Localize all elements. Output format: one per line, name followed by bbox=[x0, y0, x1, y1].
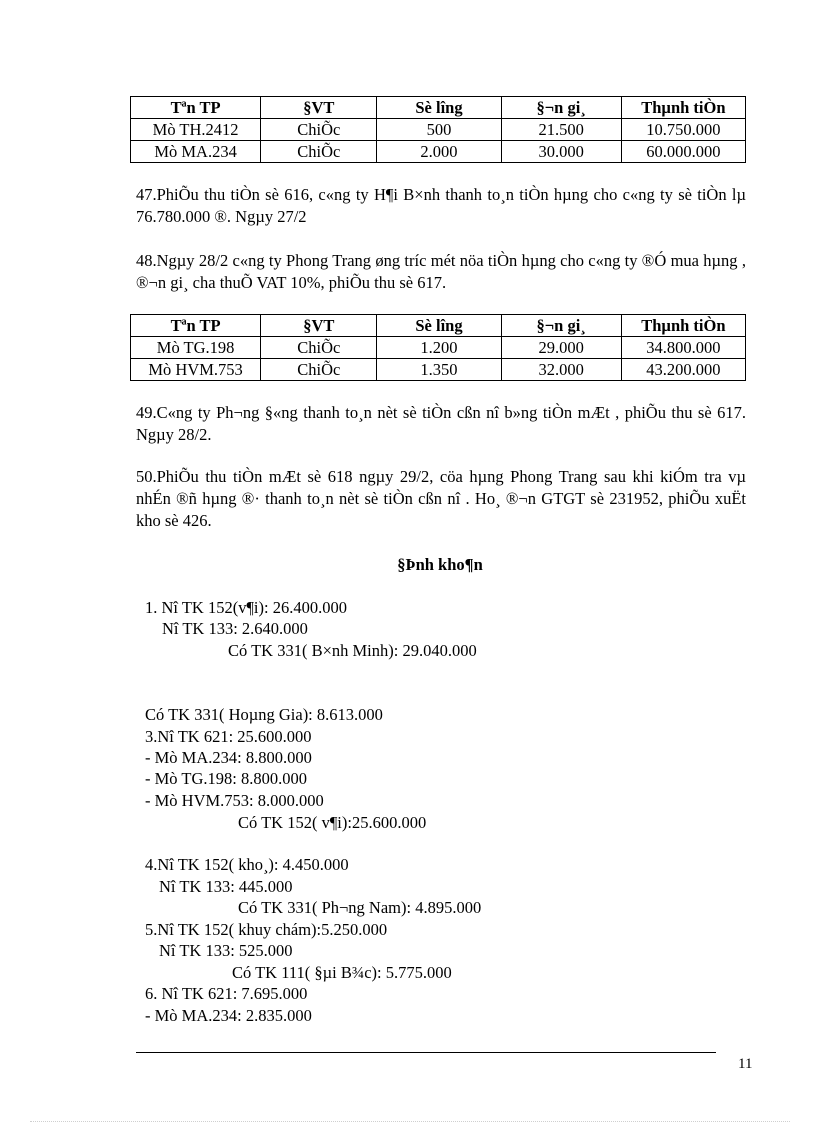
entry-line: Có TK 331( Ph¬ng Nam): 4.895.000 bbox=[238, 898, 482, 917]
cell-amount: 34.800.000 bbox=[621, 337, 745, 359]
table-row bbox=[131, 141, 746, 163]
entry-line: - Mò HVM.753: 8.000.000 bbox=[145, 791, 324, 810]
col-header-unit: §VT bbox=[261, 315, 377, 337]
table-row bbox=[131, 337, 746, 359]
entry-line: Có TK 111( §µi B¾c): 5.775.000 bbox=[232, 963, 452, 982]
entry-line: - Mò MA.234: 8.800.000 bbox=[145, 748, 312, 767]
page-number: 11 bbox=[738, 1056, 753, 1072]
product-table-2 bbox=[130, 314, 746, 381]
paragraph-48: 48.Ngµy 28/2 c«ng ty Phong Trang øng tríc mét nöa tiÒn hµng cho c«ng ty ®Ó mua hµng , ®¬n gi¸ cha thuÕ VAT 10%, phiÕu thu sè 617. bbox=[136, 251, 746, 292]
table-header-row bbox=[131, 97, 746, 119]
col-header-quantity: Sè lîng bbox=[377, 97, 501, 119]
table-row bbox=[131, 119, 746, 141]
table-header-row bbox=[131, 315, 746, 337]
cell-quantity: 1.200 bbox=[377, 337, 501, 359]
paragraph-47: 47.PhiÕu thu tiÒn sè 616, c«ng ty H¶i B×nh thanh to¸n tiÒn hµng cho c«ng ty sè tiÒn lµ 76.780.000 ®. Ngµy 27/2 bbox=[136, 185, 746, 226]
cell-price: 30.000 bbox=[501, 141, 621, 163]
col-header-quantity: Sè lîng bbox=[377, 315, 501, 337]
cell-price: 21.500 bbox=[501, 119, 621, 141]
col-header-name: Tªn TP bbox=[131, 97, 261, 119]
col-header-amount: Thµnh tiÒn bbox=[621, 97, 745, 119]
entry-line: - Mò MA.234: 2.835.000 bbox=[145, 1006, 312, 1025]
cell-unit: ChiÕc bbox=[261, 359, 377, 381]
entry-line: Nî TK 133: 445.000 bbox=[159, 877, 293, 896]
cell-name: Mò HVM.753 bbox=[131, 359, 261, 381]
entry-line: 4.Nî TK 152( kho¸): 4.450.000 bbox=[145, 855, 349, 874]
footer-rule bbox=[136, 1052, 716, 1053]
cell-amount: 10.750.000 bbox=[621, 119, 745, 141]
cell-price: 29.000 bbox=[501, 337, 621, 359]
col-header-name: Tªn TP bbox=[131, 315, 261, 337]
cell-price: 32.000 bbox=[501, 359, 621, 381]
col-header-price: §¬n gi¸ bbox=[501, 315, 621, 337]
cell-quantity: 1.350 bbox=[377, 359, 501, 381]
entry-line: Nî TK 133: 2.640.000 bbox=[162, 619, 308, 638]
col-header-amount: Thµnh tiÒn bbox=[621, 315, 745, 337]
cell-quantity: 500 bbox=[377, 119, 501, 141]
cell-unit: ChiÕc bbox=[261, 141, 377, 163]
entry-line: - Mò TG.198: 8.800.000 bbox=[145, 769, 307, 788]
cell-unit: ChiÕc bbox=[261, 337, 377, 359]
cell-amount: 43.200.000 bbox=[621, 359, 745, 381]
entry-line: Nî TK 133: 525.000 bbox=[159, 941, 293, 960]
entry-line: 3.Nî TK 621: 25.600.000 bbox=[145, 727, 312, 746]
cell-quantity: 2.000 bbox=[377, 141, 501, 163]
entry-line: 5.Nî TK 152( khuy chám):5.250.000 bbox=[145, 920, 388, 939]
cell-name: Mò TH.2412 bbox=[131, 119, 261, 141]
entry-line: 1. Nî TK 152(v¶i): 26.400.000 bbox=[145, 598, 347, 617]
page-edge-divider bbox=[30, 1121, 790, 1122]
paragraph-49: 49.C«ng ty Ph¬ng §«ng thanh to¸n nèt sè tiÒn cßn nî b»ng tiÒn mÆt , phiÕu thu sè 617. Ngµy 28/2. bbox=[136, 403, 746, 444]
entry-line: Có TK 331( Hoµng Gia): 8.613.000 bbox=[145, 705, 383, 724]
cell-name: Mò TG.198 bbox=[131, 337, 261, 359]
section-heading: §Þnh kho¶n bbox=[397, 555, 483, 574]
table-row bbox=[131, 359, 746, 381]
col-header-unit: §VT bbox=[261, 97, 377, 119]
paragraph-50: 50.PhiÕu thu tiÒn mÆt sè 618 ngµy 29/2, cöa hµng Phong Trang sau khi kiÓm tra vµ nhÉn ®ñ hµng ®· thanh to¸n nèt sè tiÒn cßn nî . Ho¸ ®¬n GTGT sè 231952, phiÕu xuËt kho sè 426. bbox=[136, 467, 746, 530]
entry-line: Có TK 152( v¶i):25.600.000 bbox=[238, 813, 427, 832]
entry-line: Có TK 331( B×nh Minh): 29.040.000 bbox=[228, 641, 477, 660]
cell-name: Mò MA.234 bbox=[131, 141, 261, 163]
col-header-price: §¬n gi¸ bbox=[501, 97, 621, 119]
entry-line: 6. Nî TK 621: 7.695.000 bbox=[145, 984, 308, 1003]
cell-unit: ChiÕc bbox=[261, 119, 377, 141]
product-table-1 bbox=[130, 96, 746, 163]
cell-amount: 60.000.000 bbox=[621, 141, 745, 163]
